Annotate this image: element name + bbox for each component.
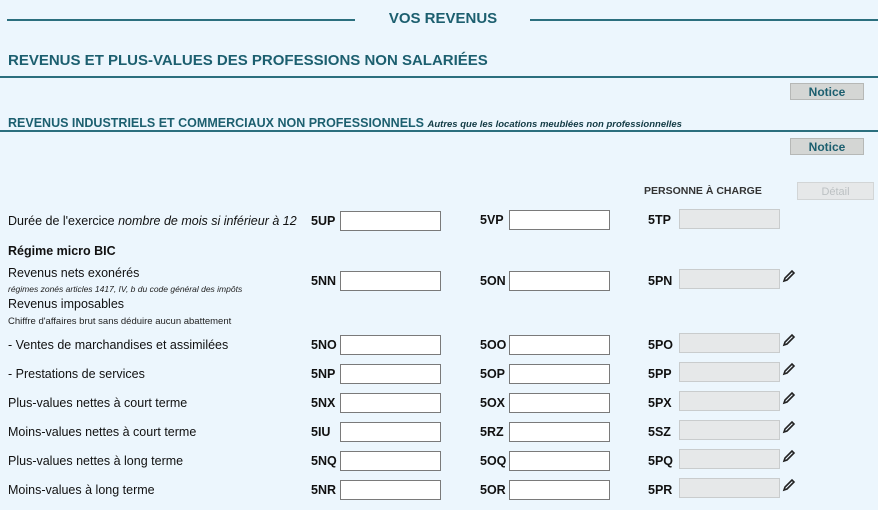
code-5ox: 5OX [480, 396, 506, 410]
imposables-label: Revenus imposables [8, 297, 125, 311]
pencil-icon-5pq[interactable] [782, 449, 796, 463]
row-label-ventes: - Ventes de marchandises et assimilées [8, 338, 229, 352]
code-5pr: 5PR [648, 483, 673, 497]
code-5op: 5OP [480, 367, 506, 381]
input-5pn [679, 269, 780, 289]
input-5nn[interactable] [340, 271, 441, 291]
section-title-professions: REVENUS ET PLUS-VALUES DES PROFESSIONS NON SALARIÉES [8, 52, 488, 69]
input-5nr[interactable] [340, 480, 441, 500]
duree-label [8, 214, 297, 228]
row-label-pv-long-terme: Plus-values nettes à long terme [8, 454, 184, 468]
code-5no: 5NO [311, 338, 337, 352]
pencil-icon-5pr[interactable] [782, 478, 796, 492]
code-5pq: 5PQ [648, 454, 674, 468]
pencil-icon-5po[interactable] [782, 333, 796, 347]
column-header-personne-a-charge: PERSONNE À CHARGE [644, 185, 762, 197]
input-5oq[interactable] [509, 451, 610, 471]
input-5sz [679, 420, 780, 440]
exoneres-sub: régimes zonés articles 1417, IV, b du code général des impôts [8, 284, 243, 294]
input-5px [679, 391, 780, 411]
pencil-icon-5pp[interactable] [782, 362, 796, 376]
input-5or[interactable] [509, 480, 610, 500]
code-5nn: 5NN [311, 274, 337, 288]
input-5pr [679, 478, 780, 498]
input-5no[interactable] [340, 335, 441, 355]
regime-title: Régime micro BIC [8, 244, 116, 258]
section-title-bic [8, 116, 682, 130]
row-label-pv-court-terme: Plus-values nettes à court terme [8, 396, 188, 410]
input-5nq[interactable] [340, 451, 441, 471]
code-5pp: 5PP [648, 367, 672, 381]
code-5on: 5ON [480, 274, 506, 288]
page-title: VOS REVENUS [388, 10, 498, 27]
section-title-bic-text: REVENUS INDUSTRIELS ET COMMERCIAUX NON PROFESSIONNELS [8, 116, 425, 130]
input-5tp [679, 209, 780, 229]
row-label-mv-court-terme: Moins-values nettes à court terme [8, 425, 197, 439]
header-rule-right [530, 19, 878, 21]
input-5oo[interactable] [509, 335, 610, 355]
exoneres-label: Revenus nets exonérés [8, 266, 140, 280]
input-5pp [679, 362, 780, 382]
section-rule-1 [0, 76, 878, 78]
input-5nx[interactable] [340, 393, 441, 413]
input-5po [679, 333, 780, 353]
code-5nq: 5NQ [311, 454, 337, 468]
code-5tp: 5TP [648, 213, 671, 227]
code-5oq: 5OQ [480, 454, 507, 468]
input-5np[interactable] [340, 364, 441, 384]
code-5nx: 5NX [311, 396, 336, 410]
input-5on[interactable] [509, 271, 610, 291]
code-5rz: 5RZ [480, 425, 504, 439]
code-5oo: 5OO [480, 338, 507, 352]
code-5iu: 5IU [311, 425, 331, 439]
duree-label-text: Durée de l'exercice [8, 214, 115, 228]
input-5vp[interactable] [509, 210, 610, 230]
input-5iu[interactable] [340, 422, 441, 442]
input-5pq [679, 449, 780, 469]
row-label-prestations: - Prestations de services [8, 367, 145, 381]
pencil-icon-5px[interactable] [782, 391, 796, 405]
detail-button[interactable]: Détail [797, 182, 874, 200]
pencil-icon-5sz[interactable] [782, 420, 796, 434]
header-rule-left [7, 19, 355, 21]
input-5ox[interactable] [509, 393, 610, 413]
code-5up: 5UP [311, 214, 336, 228]
code-5sz: 5SZ [648, 425, 671, 439]
code-5np: 5NP [311, 367, 336, 381]
code-5or: 5OR [480, 483, 506, 497]
code-5pn: 5PN [648, 274, 673, 288]
imposables-sub: Chiffre d'affaires brut sans déduire aucun abattement [8, 316, 232, 327]
row-label-mv-long-terme: Moins-values à long terme [8, 483, 155, 497]
pencil-icon-5pn[interactable] [782, 269, 796, 283]
input-5up[interactable] [340, 211, 441, 231]
input-5rz[interactable] [509, 422, 610, 442]
duree-label-italic: nombre de mois si inférieur à 12 [118, 214, 297, 228]
section-subtitle-bic: Autres que les locations meublées non professionnelles [427, 119, 682, 130]
notice-button-2[interactable]: Notice [790, 138, 864, 155]
code-5po: 5PO [648, 338, 674, 352]
section-rule-2 [0, 130, 878, 132]
code-5vp: 5VP [480, 213, 504, 227]
notice-button-1[interactable]: Notice [790, 83, 864, 100]
input-5op[interactable] [509, 364, 610, 384]
code-5px: 5PX [648, 396, 672, 410]
code-5nr: 5NR [311, 483, 337, 497]
